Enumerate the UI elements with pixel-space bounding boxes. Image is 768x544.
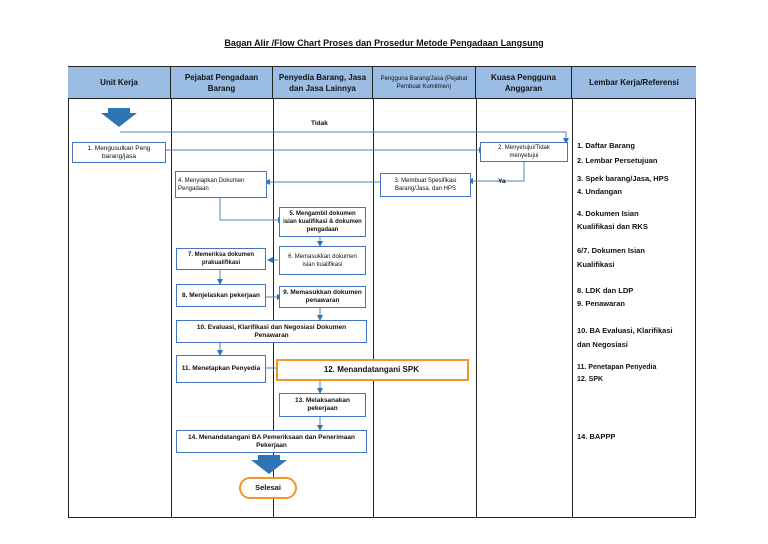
ref-9a: 10. BA Evaluasi, Klarifikasi bbox=[577, 326, 673, 335]
step-1-box: 1. Mengusulkan Peng barang/jasa bbox=[72, 142, 166, 163]
lane-header-referensi: Lembar Kerja/Referensi bbox=[572, 67, 696, 98]
ref-5a: 4. Dokumen Isian bbox=[577, 209, 639, 218]
step-9-box: 9. Memasukkan dokumen penawaran bbox=[279, 286, 366, 308]
step-11-box: 11. Menetapkan Penyedia bbox=[176, 355, 266, 383]
label-ya: Ya bbox=[498, 178, 506, 185]
ref-11: 12. SPK bbox=[577, 376, 604, 383]
ref-8: 9. Penawaran bbox=[577, 299, 625, 308]
lane-header-pejabat-pengadaan: Pejabat Pengadaan Barang bbox=[171, 67, 273, 98]
end-arrow bbox=[251, 455, 287, 474]
ref-4: 4. Undangan bbox=[577, 187, 623, 196]
step-8-box: 8. Menjelaskan pekerjaan bbox=[176, 284, 266, 307]
step-6-box: 6. Memasukkan dokumen isian kualifikasi bbox=[279, 246, 366, 275]
ref-5b: Kualifikasi dan RKS bbox=[577, 222, 648, 231]
label-tidak: Tidak bbox=[311, 120, 328, 127]
step-2-box: 2. Menyetujui/Tidak menyetujui bbox=[480, 142, 568, 162]
step-3-box: 3. Membuat Spesifikasi Barang/Jasa, dan HPS bbox=[380, 173, 471, 197]
ref-12: 14. BAPPP bbox=[577, 432, 616, 441]
start-arrow bbox=[101, 108, 137, 127]
lane-header-penyedia: Penyedia Barang, Jasa dan Jasa Lainnya bbox=[273, 67, 373, 98]
step-4-box: 4. Menyiapkan Dokumen Pengadaan bbox=[175, 171, 267, 198]
lane-header-kpa: Kuasa Pengguna Anggaran bbox=[476, 67, 572, 98]
ref-10: 11. Penetapan Penyedia bbox=[577, 364, 657, 371]
ref-6b: Kualifikasi bbox=[577, 260, 615, 269]
step-14-box: 14. Menandatangani BA Pemeriksaan dan Penerimaan Pekerjaan bbox=[176, 430, 367, 453]
step-13-box: 13. Melaksanakan pekerjaan bbox=[279, 393, 366, 417]
end-terminator: Selesai bbox=[239, 477, 297, 499]
step-7-box: 7. Memeriksa dokumen prakualifikasi bbox=[176, 248, 266, 270]
step-10-box: 10. Evaluasi, Klarifikasi dan Negosiasi Dokumen Penawaran bbox=[176, 320, 367, 343]
ref-9b: dan Negosiasi bbox=[577, 340, 628, 349]
page-title: Bagan Alir /Flow Chart Proses dan Prosedur Metode Pengadaan Langsung bbox=[224, 38, 544, 48]
ref-6a: 6/7. Dokumen Isian bbox=[577, 246, 645, 255]
ref-3: 3. Spek barang/Jasa, HPS bbox=[577, 174, 669, 183]
ref-7: 8. LDK dan LDP bbox=[577, 286, 634, 295]
ref-1: 1. Daftar Barang bbox=[577, 141, 635, 150]
ref-2: 2. Lembar Persetujuan bbox=[577, 156, 658, 165]
lane-header-unit-kerja: Unit Kerja bbox=[68, 67, 171, 98]
step-12-box: 12. Menandatangani SPK bbox=[276, 359, 469, 381]
step-5-box: 5. Mengambil dokumen isian kualifikasi & dokumen pengadaan bbox=[279, 207, 366, 237]
lane-header-ppk: Pengguna Barang/Jasa (Pejabat Pembuat Komitmen) bbox=[373, 67, 476, 98]
